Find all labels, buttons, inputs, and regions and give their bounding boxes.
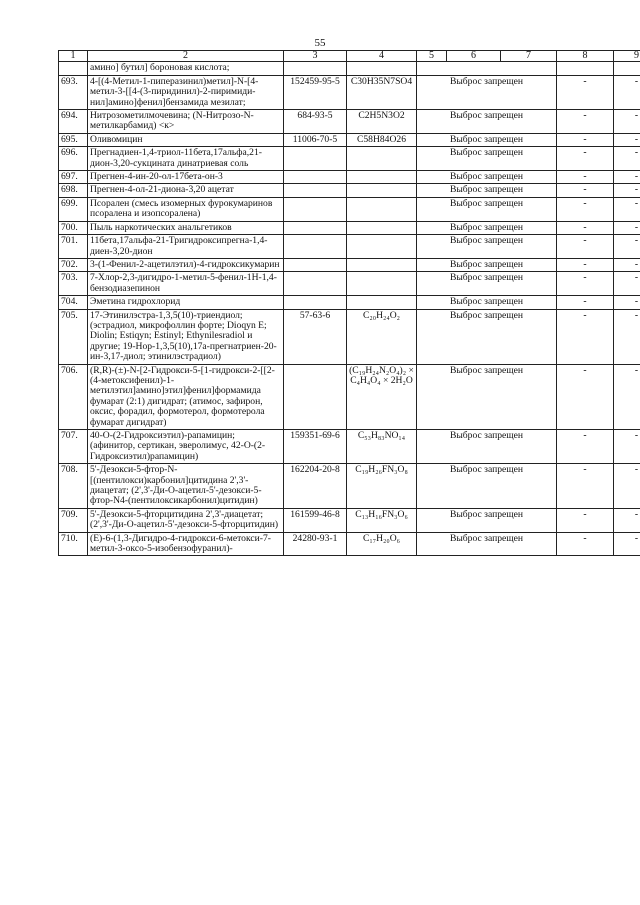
chemical-formula: (C₁₉H₂₄N₂O₄)₂ × C₄H₄O₄ × 2H₂O: [347, 364, 417, 429]
column-9-value: -: [614, 296, 640, 309]
table-row: [59, 197, 640, 221]
cas-number: [284, 258, 347, 271]
table-row: [59, 532, 640, 556]
cas-number: [284, 62, 347, 75]
row-number: 703.: [59, 272, 88, 296]
column-8-value: -: [557, 235, 614, 259]
column-8-value: -: [557, 430, 614, 464]
chemical-formula: [347, 147, 417, 171]
emission-status: Выброс запрещен: [417, 147, 557, 171]
chemical-formula: [347, 272, 417, 296]
column-9-value: -: [614, 532, 640, 556]
cas-number: [284, 171, 347, 184]
substance-name: 4-[(4-Метил-1-пиперазинил)метил]-N-[4-метил-3-[[4-(3-пиридинил)-2-пиримиди-нил]амино]фенил]бензамида мезилат;: [88, 75, 284, 109]
column-8-value: -: [557, 221, 614, 234]
row-number: 700.: [59, 221, 88, 234]
column-8-value: -: [557, 464, 614, 509]
column-9-value: -: [614, 133, 640, 146]
row-number: 705.: [59, 309, 88, 364]
column-9-value: -: [614, 235, 640, 259]
column-9-value: -: [614, 147, 640, 171]
row-number: [59, 62, 88, 75]
column-9-value: -: [614, 258, 640, 271]
column-9-value: -: [614, 171, 640, 184]
column-8-value: -: [557, 508, 614, 532]
substance-name: Псорален (смесь изомерных фурокумаринов псоралена и изопсоралена): [88, 197, 284, 221]
emission-status: Выброс запрещен: [417, 508, 557, 532]
substance-name: (E)-6-(1,3-Дигидро-4-гидрокси-6-метокси-7-метил-3-оксо-5-изобензофуранил)-: [88, 532, 284, 556]
column-8-value: -: [557, 171, 614, 184]
row-number: 699.: [59, 197, 88, 221]
column-9-value: -: [614, 75, 640, 109]
column-9-value: -: [614, 197, 640, 221]
row-number: 701.: [59, 235, 88, 259]
emission-status: Выброс запрещен: [417, 430, 557, 464]
column-9-value: -: [614, 184, 640, 197]
row-number: 696.: [59, 147, 88, 171]
cas-number: 11006-70-5: [284, 133, 347, 146]
emission-status: Выброс запрещен: [417, 197, 557, 221]
table-row: [59, 235, 640, 259]
table-row: [59, 309, 640, 364]
table-row: [59, 75, 640, 109]
emission-status: Выброс запрещен: [417, 272, 557, 296]
substance-name: Пыль наркотических анальгетиков: [88, 221, 284, 234]
page-number: 55: [314, 37, 326, 49]
row-number: 693.: [59, 75, 88, 109]
table-row: [59, 258, 640, 271]
column-header: 2: [88, 51, 284, 62]
cas-number: [284, 296, 347, 309]
cas-number: [284, 272, 347, 296]
column-header: 4: [347, 51, 417, 62]
table-row: [59, 133, 640, 146]
substance-name: 5'-Дезокси-5-фтор-N-[(пентилокси)карбонил]цитидина 2',3'-диацетат; (2',3'-Ди-O-ацетил-5'-дезокси-5-фтор-N4-(пентилоксикарбонил)цитидин): [88, 464, 284, 509]
table-row: [59, 110, 640, 134]
emission-status: Выброс запрещен: [417, 75, 557, 109]
cas-number: [284, 147, 347, 171]
emission-status: Выброс запрещен: [417, 171, 557, 184]
row-number: 694.: [59, 110, 88, 134]
column-8-value: -: [557, 296, 614, 309]
row-number: 709.: [59, 508, 88, 532]
chemical-formula: C₁₃H₁₆FN₃O₆: [347, 508, 417, 532]
row-number: 708.: [59, 464, 88, 509]
substance-name: 5'-Дезокси-5-фторцитидина 2',3'-диацетат; (2',3'-Ди-O-ацетил-5'-дезокси-5-фторцитидин): [88, 508, 284, 532]
column-8-value: -: [557, 258, 614, 271]
column-8-value: -: [557, 133, 614, 146]
column-header: 8: [557, 51, 614, 62]
column-9-value: -: [614, 508, 640, 532]
emission-status: Выброс запрещен: [417, 184, 557, 197]
substance-name: Эметина гидрохлорид: [88, 296, 284, 309]
table-row: [59, 430, 640, 464]
column-8-value: [557, 62, 614, 75]
column-9-value: -: [614, 110, 640, 134]
cas-number: [284, 197, 347, 221]
substance-name: 17-Этинилэстра-1,3,5(10)-триендиол; (эстрадиол, микрофоллин форте; Dioqyn E; Diolin; Estiqyn; Estinyl; Ethynilesradiol и другие; 19-Нор-1,3,5(10),17а-прегнатриен-20-ин-3,17-диол; этинилэстрадиол): [88, 309, 284, 364]
column-8-value: -: [557, 197, 614, 221]
column-header: 5: [417, 51, 447, 62]
column-header: 6: [447, 51, 501, 62]
row-number: 706.: [59, 364, 88, 429]
column-9-value: [614, 62, 640, 75]
column-header: 7: [501, 51, 557, 62]
table-row: [59, 184, 640, 197]
chemical-formula: C₁₉H₂₆FN₃O₈: [347, 464, 417, 509]
chemical-formula: C₁₇H₂₀O₆: [347, 532, 417, 556]
emission-status: Выброс запрещен: [417, 532, 557, 556]
substance-name: Прегнадиен-1,4-триол-11бета,17альфа,21-дион-3,20-сукцината динатриевая соль: [88, 147, 284, 171]
emission-status: Выброс запрещен: [417, 296, 557, 309]
substance-name: Нитрозометилмочевина; (N-Нитрозо-N-метилкарбамид) <к>: [88, 110, 284, 134]
table-row: [59, 464, 640, 509]
row-number: 697.: [59, 171, 88, 184]
cas-number: [284, 221, 347, 234]
column-8-value: -: [557, 364, 614, 429]
substance-name: амино] бутил] бороновая кислота;: [88, 62, 284, 75]
column-9-value: -: [614, 272, 640, 296]
chemical-formula: [347, 296, 417, 309]
column-9-value: -: [614, 221, 640, 234]
substance-name: Прегнен-4-ол-21-диона-3,20 ацетат: [88, 184, 284, 197]
substance-name: 40-O-(2-Гидроксиэтил)-рапамицин; (афинитор, сертикан, эверолимус, 42-O-(2-Гидроксиэтил)рапамицин): [88, 430, 284, 464]
row-number: 702.: [59, 258, 88, 271]
column-8-value: -: [557, 147, 614, 171]
table-row: [59, 62, 640, 75]
emission-status: Выброс запрещен: [417, 364, 557, 429]
substance-name: 7-Хлор-2,3-дигидро-1-метил-5-фенил-1Н-1,4-бензодиазепинон: [88, 272, 284, 296]
cas-number: 159351-69-6: [284, 430, 347, 464]
cas-number: 162204-20-8: [284, 464, 347, 509]
substances-table: [58, 50, 640, 556]
column-8-value: -: [557, 272, 614, 296]
substance-name: (R,R)-(±)-N-[2-Гидрокси-5-[1-гидрокси-2-[[2-(4-метоксифенил)-1-метилэтил]амино]этил]фенил]формамида фумарат (2:1) дигидрат; (атимос, зафирон, оксис, форадил, формотерол, формотерола фумарат дигидрат): [88, 364, 284, 429]
row-number: 695.: [59, 133, 88, 146]
emission-status: Выброс запрещен: [417, 235, 557, 259]
table-row: [59, 364, 640, 429]
emission-status: Выброс запрещен: [417, 258, 557, 271]
cas-number: 684-93-5: [284, 110, 347, 134]
chemical-formula: [347, 221, 417, 234]
column-9-value: -: [614, 464, 640, 509]
table-row: [59, 508, 640, 532]
chemical-formula: C2H5N3O2: [347, 110, 417, 134]
column-8-value: -: [557, 184, 614, 197]
table-body: [59, 62, 640, 556]
row-number: 698.: [59, 184, 88, 197]
cas-number: [284, 184, 347, 197]
emission-status: Выброс запрещен: [417, 309, 557, 364]
chemical-formula: C30H35N7SO4: [347, 75, 417, 109]
column-header: 3: [284, 51, 347, 62]
chemical-formula: C₅₃H₈₃NO₁₄: [347, 430, 417, 464]
row-number: 707.: [59, 430, 88, 464]
column-8-value: -: [557, 75, 614, 109]
table-row: [59, 171, 640, 184]
chemical-formula: [347, 258, 417, 271]
table-row: [59, 147, 640, 171]
column-header: 9: [614, 51, 640, 62]
header-row: [59, 51, 640, 62]
substance-name: Оливомицин: [88, 133, 284, 146]
column-8-value: -: [557, 309, 614, 364]
column-9-value: -: [614, 364, 640, 429]
column-8-value: -: [557, 110, 614, 134]
column-9-value: -: [614, 309, 640, 364]
cas-number: 24280-93-1: [284, 532, 347, 556]
cas-number: 57-63-6: [284, 309, 347, 364]
emission-status: Выброс запрещен: [417, 110, 557, 134]
emission-status: Выброс запрещен: [417, 221, 557, 234]
chemical-formula: C₂₀H₂₄O₂: [347, 309, 417, 364]
chemical-formula: [347, 235, 417, 259]
column-9-value: -: [614, 430, 640, 464]
chemical-formula: [347, 62, 417, 75]
column-header: 1: [59, 51, 88, 62]
emission-status: [417, 62, 557, 75]
chemical-formula: [347, 184, 417, 197]
table-row: [59, 221, 640, 234]
column-8-value: -: [557, 532, 614, 556]
cas-number: [284, 235, 347, 259]
substance-name: 3-(1-Фенил-2-ацетилэтил)-4-гидроксикумарин: [88, 258, 284, 271]
table-row: [59, 296, 640, 309]
chemical-formula: [347, 197, 417, 221]
emission-status: Выброс запрещен: [417, 133, 557, 146]
emission-status: Выброс запрещен: [417, 464, 557, 509]
cas-number: 161599-46-8: [284, 508, 347, 532]
chemical-formula: [347, 171, 417, 184]
table-row: [59, 272, 640, 296]
row-number: 710.: [59, 532, 88, 556]
cas-number: 152459-95-5: [284, 75, 347, 109]
substance-name: 11бета,17альфа-21-Тригидроксипрегна-1,4-диен-3,20-дион: [88, 235, 284, 259]
cas-number: [284, 364, 347, 429]
substance-name: Прегнен-4-ин-20-ол-17бета-он-3: [88, 171, 284, 184]
row-number: 704.: [59, 296, 88, 309]
chemical-formula: C58H84O26: [347, 133, 417, 146]
